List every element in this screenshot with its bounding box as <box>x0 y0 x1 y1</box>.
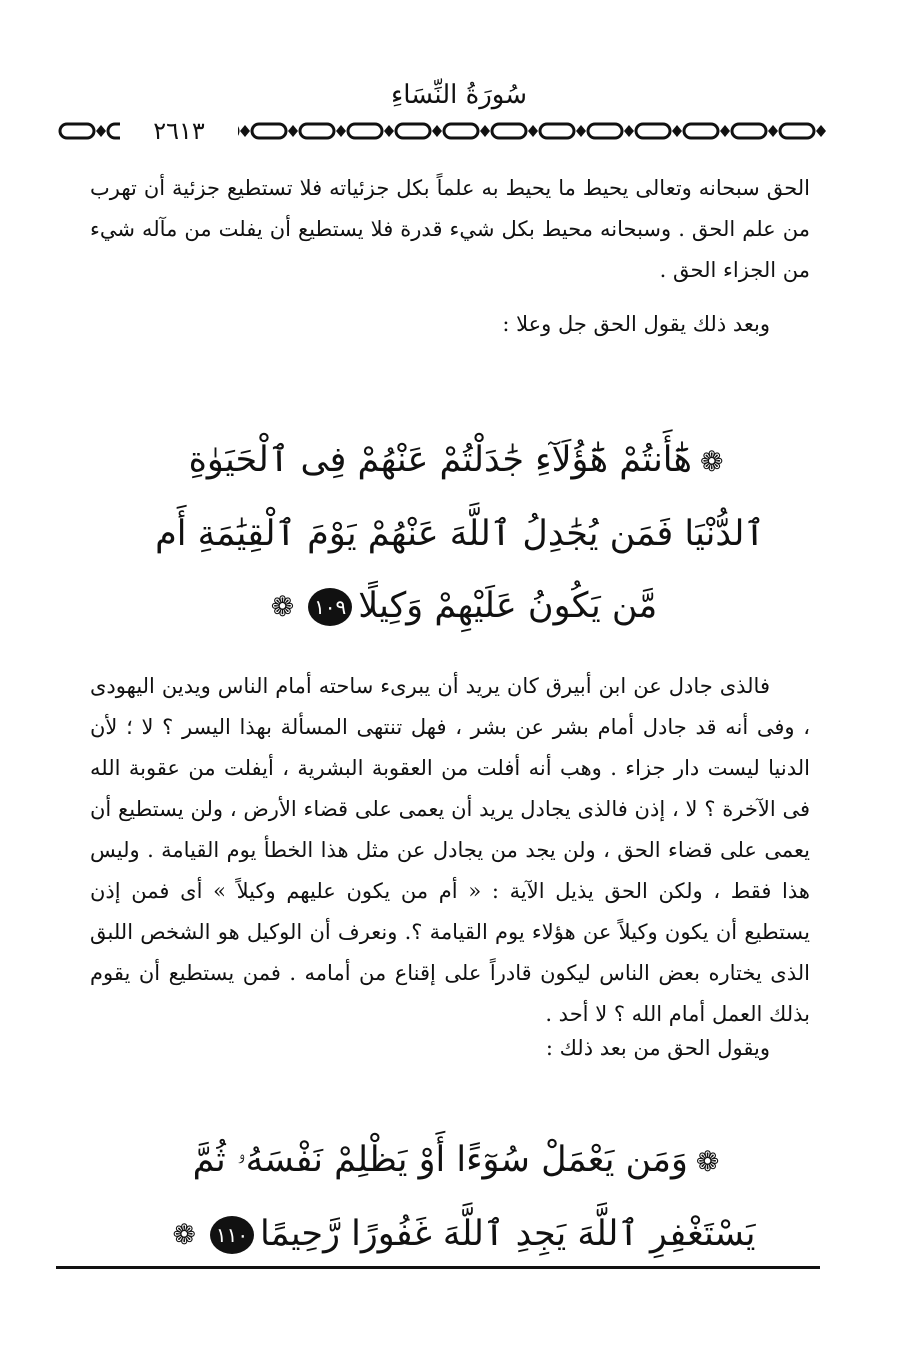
chain-diamond <box>240 125 250 137</box>
chain-diamond <box>432 125 442 137</box>
quran-verse-110 <box>150 1124 770 1271</box>
chain-link <box>732 124 766 138</box>
chain-diamond <box>672 125 682 137</box>
chain-link <box>300 124 334 138</box>
paragraph-4: ويقول الحق من بعد ذلك : <box>545 1036 770 1060</box>
paragraph-1: الحق سبحانه وتعالى يحيط ما يحيط به علماً بكل جزئياته فلا تستطيع جزئية أن تهرب من علم الحق . وسبحانه محيط بكل شيء قدرة فلا يستطيع أن يفلت من مآله شيء من الجزاء الحق . <box>90 176 810 282</box>
chain-diamond <box>576 125 586 137</box>
paragraph-3: فالذى جادل عن ابن أبيرق كان يريد أن يبرىء ساحته أمام الناس ويدين اليهودى ، وفى أنه قد جادل أمام بشر عن بشر ، فهل تنتهى المسألة بهذا اليسر ؟ لا ؛ لأن الدنيا ليست دار جزاء . وهب أنه أفلت من العقوبة البشرية ، أيفلت من عقوبة الله فى الآخرة ؟ لا ، إذن فالذى يجادل يريد أن يعمى على قضاء الأرض ، ولن يستطيع أن يعمى على قضاء الحق ، ولن يجد من يجادل عن مثل هذا الخطأ يوم القيامة . وليس هذا فقط ، ولكن الحق يذيل الآية : « أم من يكون عليهم وكيلاً » أى فمن إذن يستطيع أن يكون وكيلاً عن هؤلاء يوم القيامة ؟. ونعرف أن الوكيل هو الشخص اللبق الذى يختاره بعض الناس ليكون قادراً على إقناع من أمامه . فمن يستطيع أن يقوم بذلك العمل أمام الله ؟ لا أحد . <box>90 674 810 1026</box>
surah-title: سُورَةُ النِّسَاءِ <box>391 80 527 110</box>
footer-rule <box>56 1266 820 1269</box>
verse-text: وَمَن يَعْمَلْ سُوٓءًا أَوْ يَظْلِمْ نَفْسَهُۥ ثُمَّ يَسْتَغْفِرِ ٱللَّهَ يَجِدِ ٱللَّهَ غَفُورًا رَّحِيمًا <box>192 1140 756 1254</box>
floral-bracket-close-icon: ❁ <box>270 590 295 623</box>
chain-link <box>444 124 478 138</box>
chain-diamond <box>528 125 538 137</box>
chain-diamond <box>816 125 826 137</box>
header-border-row <box>58 118 840 144</box>
chain-link <box>252 124 286 138</box>
verse-text: هَٰٓأَنتُمْ هَٰٓؤُلَآءِ جَٰدَلْتُمْ عَنْهُمْ فِى ٱلْحَيَوٰةِ ٱلدُّنْيَا فَمَن يُجَٰدِلُ ٱللَّهَ عَنْهُمْ يَوْمَ ٱلْقِيَٰمَةِ أَم مَّن يَكُونُ عَلَيْهِمْ وَكِيلًا <box>155 440 765 626</box>
chain-diamond <box>480 125 490 137</box>
chain-link <box>492 124 526 138</box>
chain-diamond <box>288 125 298 137</box>
floral-bracket-close-icon: ❁ <box>172 1218 196 1251</box>
floral-bracket-open-icon: ❁ <box>695 1144 720 1178</box>
quran-verse-109 <box>150 424 770 643</box>
chain-link <box>348 124 382 138</box>
ayah-number-badge: ١١٠ <box>210 1216 254 1254</box>
chain-link <box>60 124 94 138</box>
paragraph-2: وبعد ذلك يقول الحق جل وعلا : <box>502 312 770 336</box>
chain-diamond <box>720 125 730 137</box>
chain-link <box>588 124 622 138</box>
chain-link <box>396 124 430 138</box>
chain-diamond <box>768 125 778 137</box>
chain-link <box>540 124 574 138</box>
chain-link <box>636 124 670 138</box>
chain-diamond <box>384 125 394 137</box>
chain-link <box>780 124 814 138</box>
chain-diamond <box>336 125 346 137</box>
chain-diamond <box>96 125 106 137</box>
chain-link <box>684 124 718 138</box>
chain-diamond <box>624 125 634 137</box>
floral-bracket-open-icon: ❁ <box>699 444 724 478</box>
page-number: ٢٦١٣ <box>120 118 238 144</box>
ayah-number-badge: ١٠٩ <box>308 588 352 626</box>
